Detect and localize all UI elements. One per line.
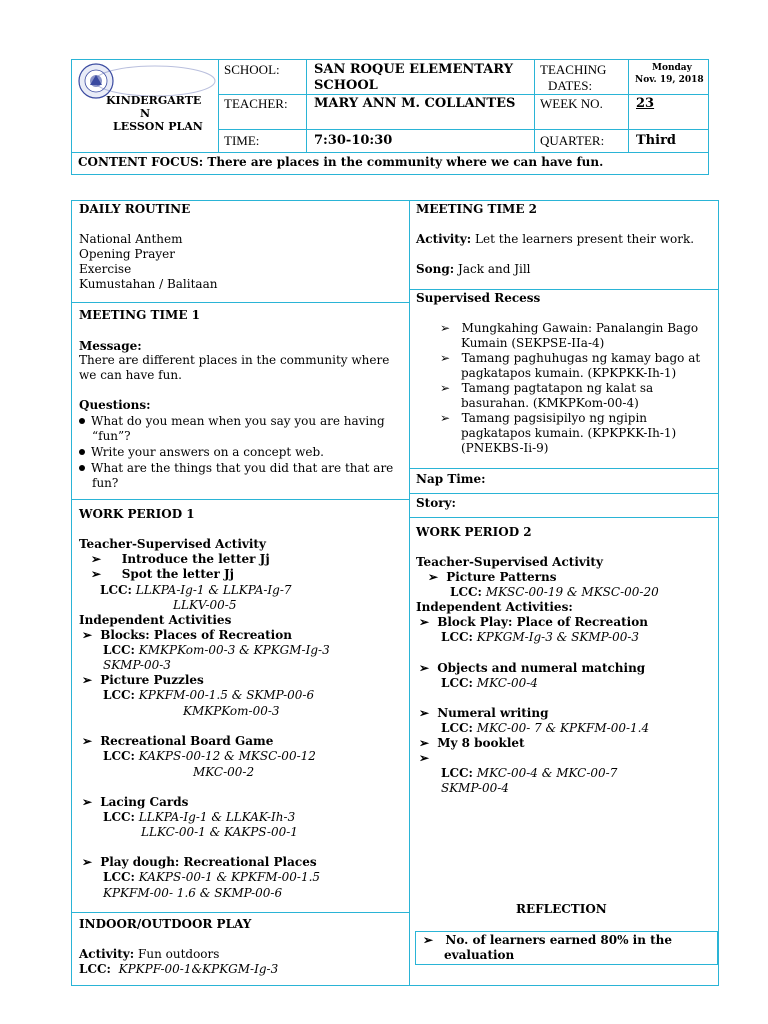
recess-item-cont: pagkatapos kumain. (KPKPKK-Ih-1) [461,426,677,440]
arrow-icon: ➢ [428,570,439,584]
activity-item: ➢ Picture Patterns [428,570,557,584]
arrow-icon: ➢ [82,795,93,809]
message-text: There are different places in the community where [79,353,390,367]
question-item: Write your answers on a concept web. [79,445,324,460]
arrow-icon: ➢ [82,673,93,687]
arrow-icon: ➢ [91,552,102,566]
arrow-icon: ➢ [419,661,430,675]
school-value-2: SCHOOL [314,78,378,93]
lcc-line-cont: KMKPKom-00-3 [183,704,280,718]
activity-item: ➢ My 8 booklet [419,736,525,750]
activity-item: ➢ Introduce the letter Jj [91,552,270,566]
day-value: Monday [652,63,692,73]
meeting-2-title: MEETING TIME 2 [416,202,538,216]
quarter-label: QUARTER: [540,133,605,148]
story-label: Story: [416,496,456,510]
bullet-icon [79,465,85,471]
lcc-line: LCC: KPKFM-00-1.5 & SKMP-00-6 [103,688,315,702]
tsa-label: Teacher-Supervised Activity [79,537,266,551]
teacher-value: MARY ANN M. COLLANTES [314,96,516,111]
lcc-line: LCC: MKSC-00-19 & MKSC-00-20 [450,585,659,599]
kinder-line-1: KINDERGARTE [106,94,202,107]
lcc-line-cont: KPKFM-00- 1.6 & SKMP-00-6 [103,886,283,900]
lcc-line: LCC: KAKPS-00-1 & KPKFM-00-1.5 [103,870,321,884]
question-item-cont: “fun”? [92,429,131,443]
content-focus-label: CONTENT FOCUS: [78,155,204,169]
lcc-line: LCC: KPKGM-Ig-3 & SKMP-00-3 [441,630,640,644]
week-value: 23 [636,96,655,111]
reflection-item-cont: evaluation [444,948,515,962]
recess-item-cont: basurahan. (KMKPKom-00-4) [461,396,639,410]
bullet-icon [79,418,85,424]
quarter-value: Third [636,133,677,148]
bullet-icon [79,449,85,455]
teaching-label-1: TEACHING [540,62,607,77]
lcc-line: LCC: MKC-00-4 [441,676,538,690]
message-text: we can have fun. [79,368,182,382]
arrow-icon: ➢ [440,351,451,365]
routine-item: Kumustahan / Balitaan [79,277,218,291]
nap-time-label: Nap Time: [416,472,486,486]
meeting-1-title: MEETING TIME 1 [79,308,201,322]
school-label: SCHOOL: [224,62,280,77]
arrow-icon: ➢ [440,411,451,425]
daily-routine-title: DAILY ROUTINE [79,202,191,216]
recess-item: ➢ Tamang pagsisipilyo ng ngipin [440,411,648,425]
routine-item: National Anthem [79,232,183,246]
recess-item-cont: Kumain (SEKPSE-IIa-4) [461,336,605,350]
kinder-line-2: N [140,107,151,120]
activity-item: ➢ Block Play: Place of Recreation [419,615,648,629]
recess-title: Supervised Recess [416,291,541,305]
lcc-line: LCC: KAKPS-00-12 & MKSC-00-12 [103,749,316,763]
school-value-1: SAN ROQUE ELEMENTARY [314,62,513,77]
reflection-title: REFLECTION [516,902,607,916]
meeting-2-song: Song: Jack and Jill [416,262,531,276]
questions-label: Questions: [79,398,151,412]
teaching-label-2: DATES: [548,78,593,93]
activity-item: ➢ Spot the letter Jj [91,567,235,581]
activity-item: ➢ Objects and numeral matching [419,661,646,675]
indoor-lcc: LCC: KPKPF-00-1&KPKGM-Ig-3 [79,962,279,976]
lcc-line-cont: SKMP-00-4 [441,781,509,795]
lcc-line-cont: MKC-00-2 [193,765,255,779]
arrow-icon: ➢ [423,933,434,947]
independent-label: Independent Activities [79,613,232,627]
lcc-line-cont: LLKC-00-1 & KAKPS-00-1 [141,825,298,839]
arrow-icon: ➢ [419,751,430,765]
activity-item: ➢ Numeral writing [419,706,549,720]
arrow-icon: ➢ [91,567,102,581]
lcc-line: LCC: KMKPKom-00-3 & KPKGM-Ig-3 [103,643,330,657]
kinder-line-3: LESSON PLAN [113,120,203,133]
routine-item: Exercise [79,262,132,276]
lcc-line-cont: LLKV-00-5 [173,598,237,612]
arrow-icon: ➢ [440,381,451,395]
week-label: WEEK NO. [540,96,603,111]
indoor-title: INDOOR/OUTDOOR PLAY [79,917,252,931]
recess-item: ➢ Mungkahing Gawain: Panalangin Bago [440,321,699,335]
activity-item: ➢ Recreational Board Game [82,734,274,748]
recess-item: ➢ Tamang pagtatapon ng kalat sa [440,381,654,395]
lcc-line: LCC: MKC-00-4 & MKC-00-7 [441,766,618,780]
teacher-label: TEACHER: [224,96,288,111]
arrow-icon: ➢ [419,615,430,629]
content-focus-value: There are places in the community where we can have fun. [207,155,604,169]
date-value: Nov. 19, 2018 [635,75,704,85]
activity-item: ➢ Picture Puzzles [82,673,204,687]
arrow-icon: ➢ [419,706,430,720]
message-label: Message: [79,339,142,353]
lcc-line: LCC: MKC-00- 7 & KPKFM-00-1.4 [441,721,650,735]
lcc-line-cont: SKMP-00-3 [103,658,171,672]
question-item: What do you mean when you say you are having [79,414,385,429]
indoor-activity: Activity: Fun outdoors [79,947,220,961]
arrow-icon: ➢ [82,628,93,642]
lcc-line: LCC: LLKPA-Ig-1 & LLKPA-Ig-7 [100,583,292,597]
question-item-cont: fun? [92,476,119,490]
meeting-2-activity: Activity: Let the learners present their work. [416,232,695,246]
work-period-2-title: WORK PERIOD 2 [416,525,532,539]
arrow-icon: ➢ [419,736,430,750]
recess-item-cont: (PNEKBS-Ii-9) [461,441,549,455]
activity-item: ➢ Lacing Cards [82,795,189,809]
activity-item: ➢ Play dough: Recreational Places [82,855,317,869]
reflection-item: ➢ No. of learners earned 80% in the [423,933,673,947]
recess-item: ➢ Tamang paghuhugas ng kamay bago at [440,351,701,365]
tsa-label: Teacher-Supervised Activity [416,555,603,569]
work-period-1-title: WORK PERIOD 1 [79,507,195,521]
question-item: What are the things that you did that are that are [79,461,393,476]
arrow-icon: ➢ [440,321,451,335]
recess-item-cont: pagkatapos kumain. (KPKPKK-Ih-1) [461,366,677,380]
routine-item: Opening Prayer [79,247,175,261]
activity-item: ➢ Blocks: Places of Recreation [82,628,292,642]
time-label: TIME: [224,133,260,148]
arrow-icon: ➢ [82,855,93,869]
content-focus [78,155,603,170]
time-value: 7:30-10:30 [314,133,393,148]
independent-label: Independent Activities: [416,600,573,614]
lcc-line: LCC: LLKPA-Ig-1 & LLKAK-Ih-3 [103,810,296,824]
arrow-icon: ➢ [82,734,93,748]
